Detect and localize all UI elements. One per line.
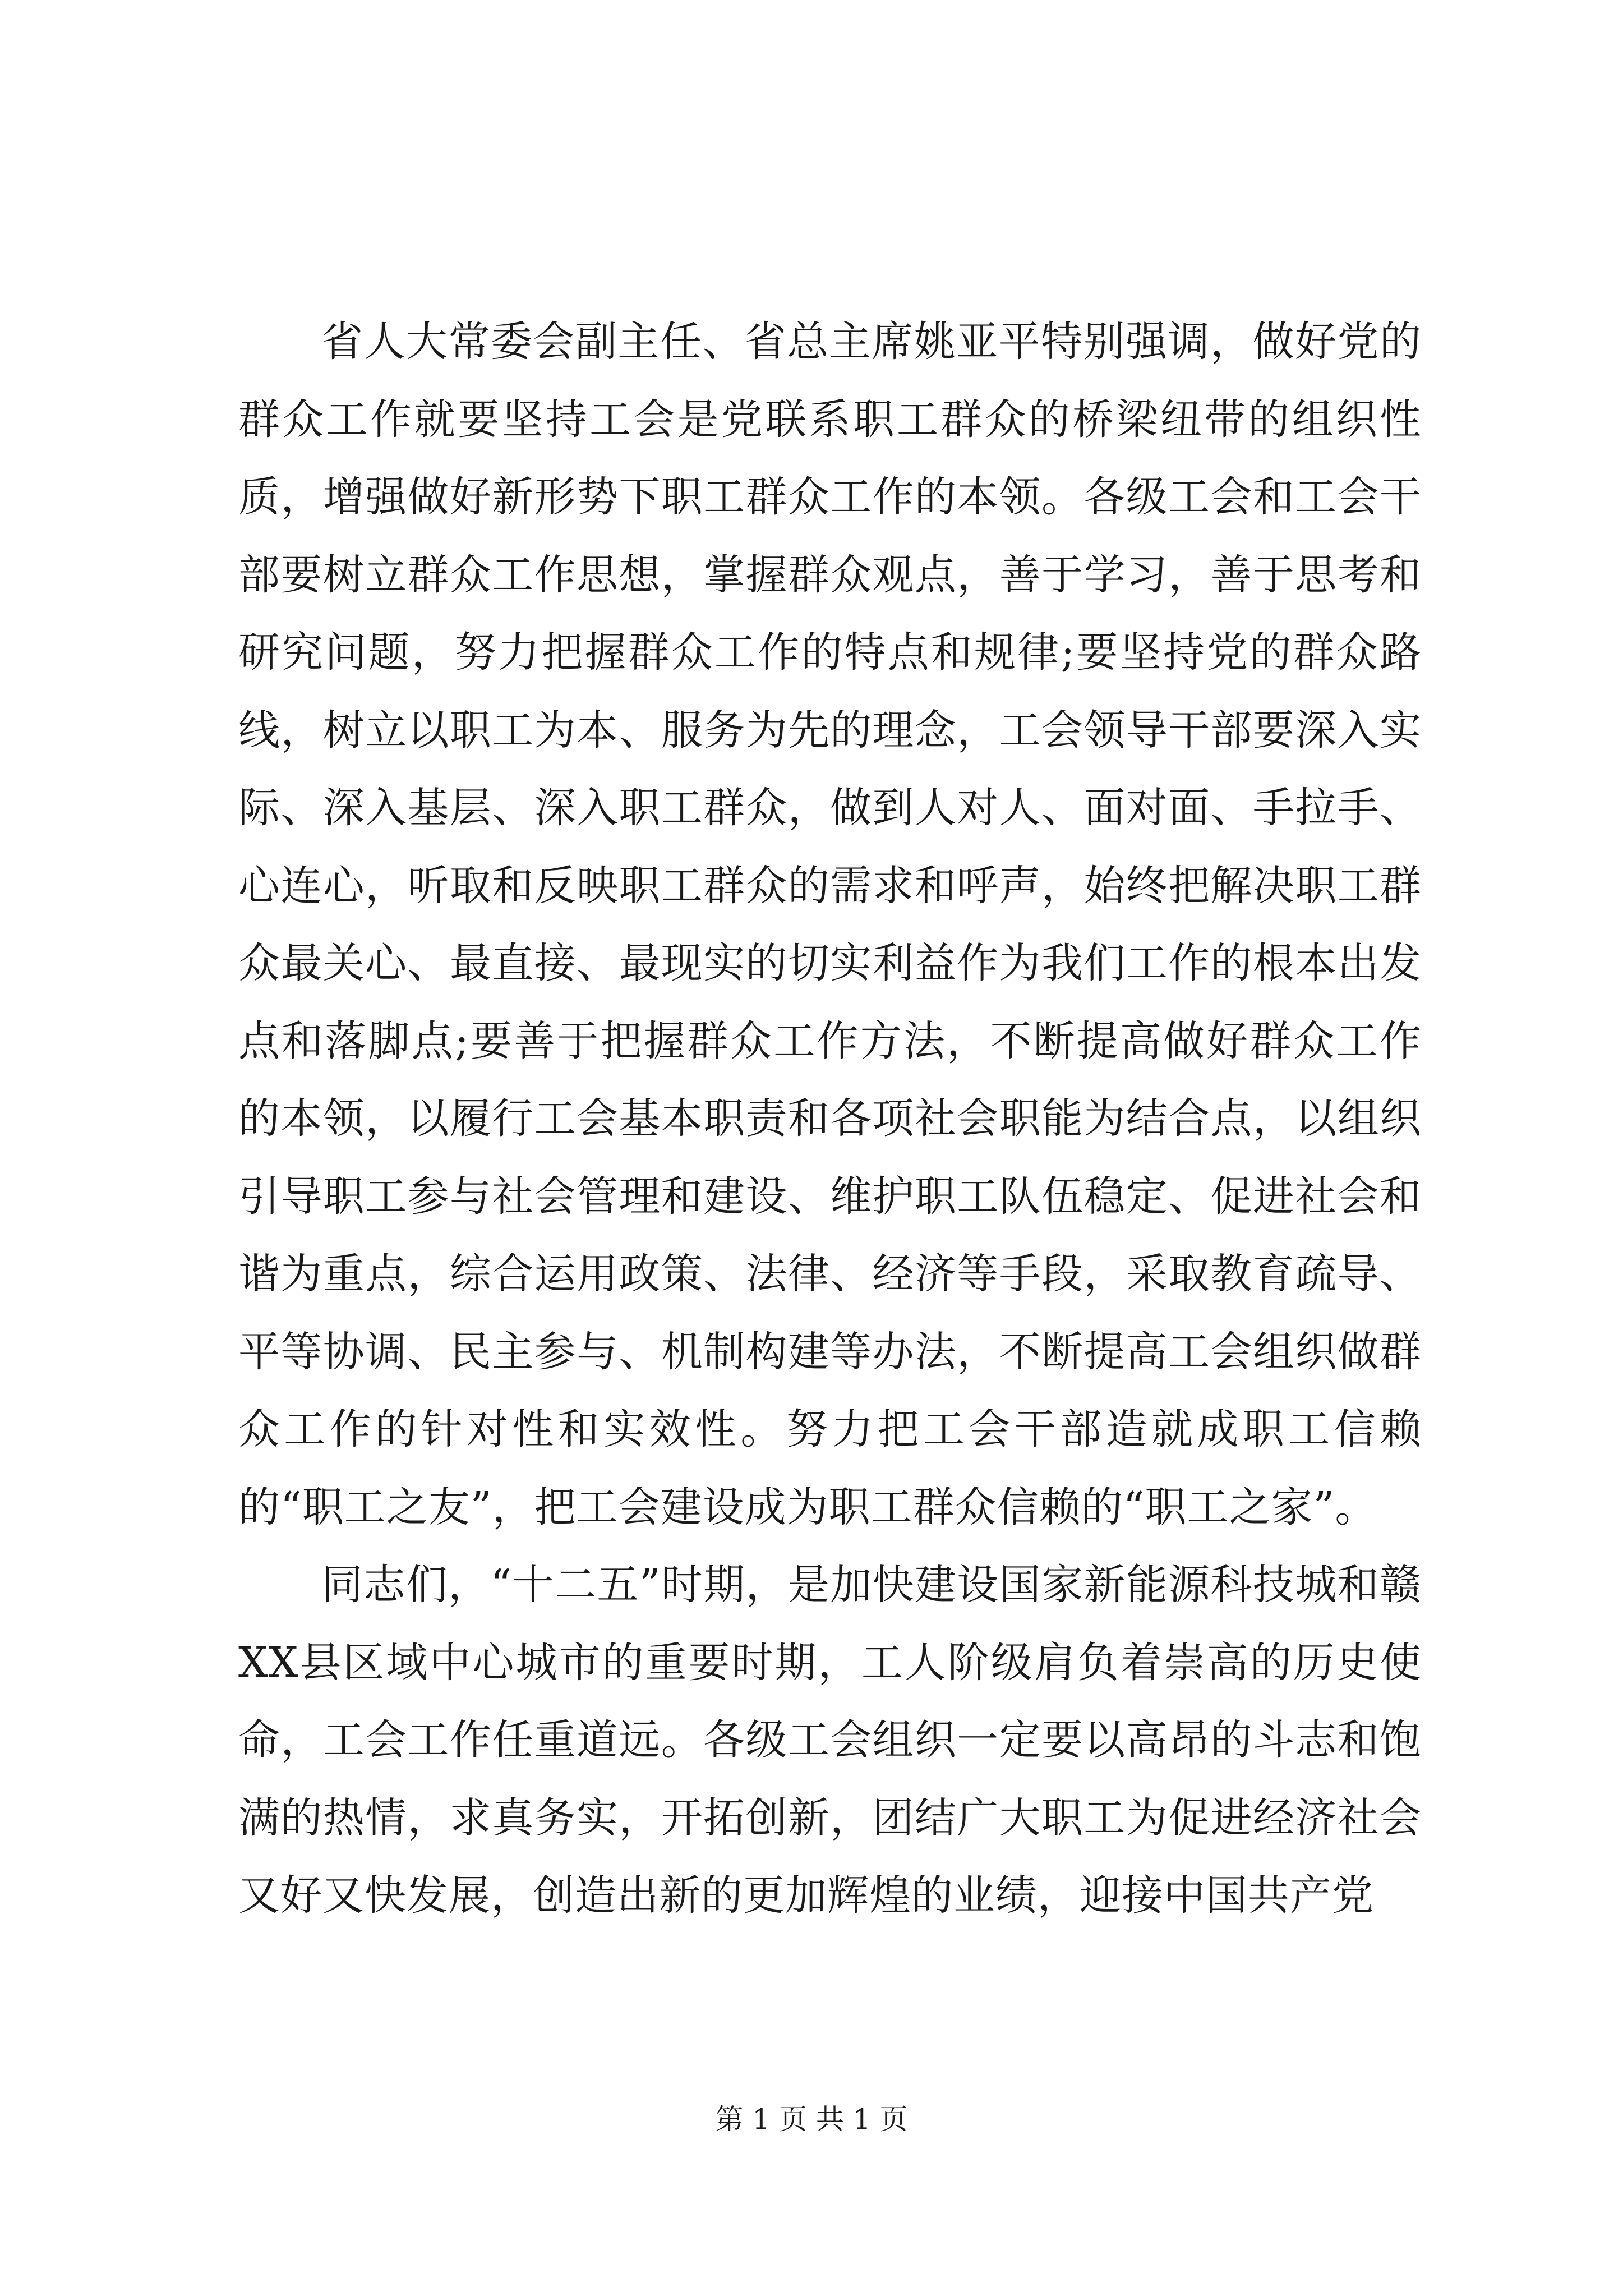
paragraph-1: 省人大常委会副主任、省总主席姚亚平特别强调，做好党的群众工作就要坚持工会是党联系职工群众的桥梁纽带的组织性质，增强做好新形势下职工群众工作的本领。各级工会和工会干部要树立群众工作思想，掌握群众观点，善于学习，善于思考和研究问题，努力把握群众工作的特点和规律;要坚持党的群众路线，树立以职工为本、服务为先的理念，工会领导干部要深入实际、深入基层、深入职工群众，做到人对人、面对面、手拉手、心连心，听取和反映职工群众的需求和呼声，始终把解决职工群众最关心、最直接、最现实的切实利益作为我们工作的根本出发点和落脚点;要善于把握群众工作方法，不断提高做好群众工作的本领，以履行工会基本职责和各项社会职能为结合点，以组织引导职工参与社会管理和建设、维护职工队伍稳定、促进社会和谐为重点，综合运用政策、法律、经济等手段，采取教育疏导、平等协调、民主参与、机制构建等办法，不断提高工会组织做群众工作的针对性和实效性。努力把工会干部造就成职工信赖的“职工之友”，把工会建设成为职工群众信赖的“职工之家”。	[238, 318, 1422, 1531]
paragraph-2: 同志们，“十二五”时期，是加快建设国家新能源科技城和赣XX县区域中心城市的重要时期，工人阶级肩负着崇高的历史使命，工会工作任重道远。各级工会组织一定要以高昂的斗志和饱满的热情，求真务实，开拓创新，团结广大职工为促进经济社会又好又快发展，创造出新的更加辉煌的业绩，迎接中国共产党	[238, 1561, 1422, 1920]
page-footer: 第 1 页 共 1 页	[715, 2103, 908, 2136]
document-body	[238, 303, 1422, 1935]
